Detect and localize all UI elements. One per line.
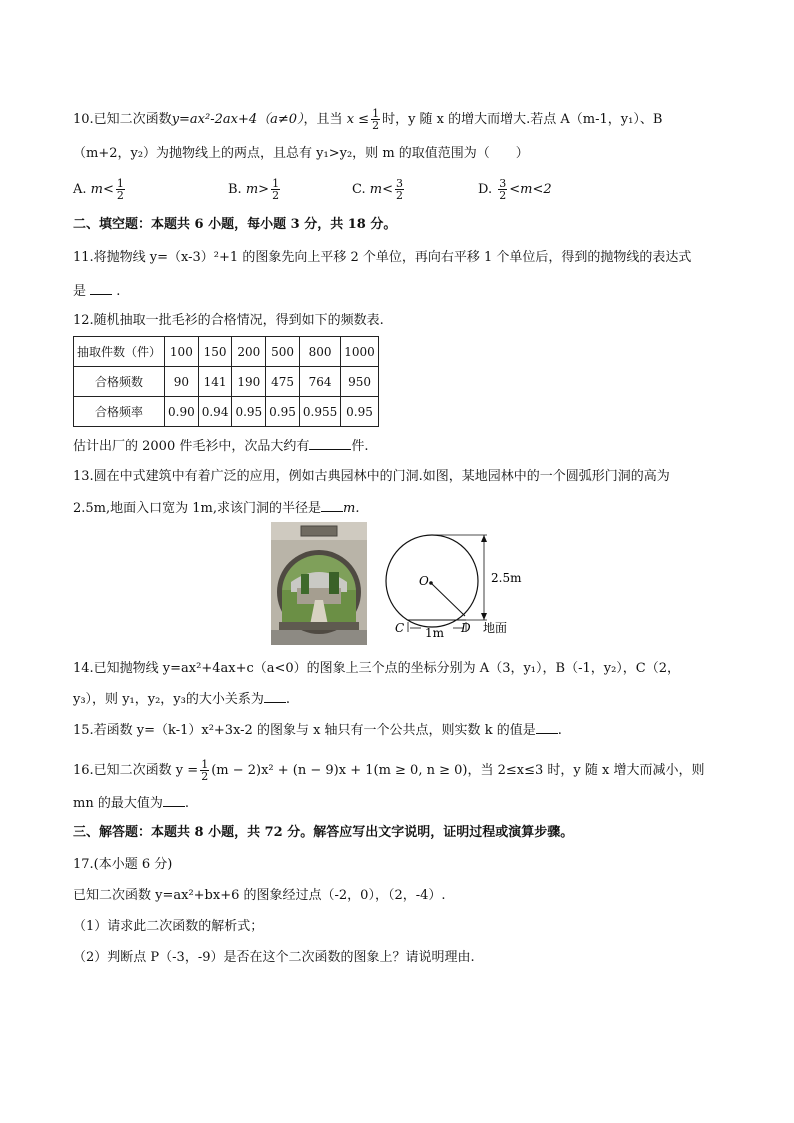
option-post: <m<2 [509,182,552,197]
q10-text-b: ，且当 [303,112,343,127]
q17-title: 17.(本小题 6 分) [73,857,173,872]
fraction-denominator: 2 [372,119,380,132]
table-cell: 950 [341,367,379,397]
table-cell: 200 [232,337,266,367]
table-row [74,367,379,397]
fraction-denominator: 2 [499,189,507,202]
q10-option-c[interactable] [352,178,406,201]
q12-answer-blank[interactable] [309,437,351,450]
q10-option-d[interactable] [478,178,552,201]
q17-part2: （2）判断点 P（-3，-9）是否在这个二次函数的图象上？请说明理由. [73,950,475,965]
q14-line1: 14.已知抛物线 y=ax²+4ax+c（a<0）的图象上三个点的坐标分别为 A（3，y₁），B（-1，y₂），C（2， [73,661,681,676]
q10-option-b[interactable] [228,178,282,201]
q11-line1: 11.将抛物线 y=（x-3）²+1 的图象先向上平移 2 个单位，再向右平移 1 个单位后，得到的抛物线的表达式 [73,250,692,265]
fraction-numerator: 3 [499,177,507,190]
table-row [74,397,379,427]
fraction-denominator: 2 [201,770,209,783]
q14-answer-blank[interactable] [264,690,286,703]
section-2-heading: 二、填空题：本题共 6 小题，每小题 3 分，共 18 分。 [73,217,397,232]
label-o: O [419,574,429,588]
option-pre: m> [245,182,270,197]
table-cell: 0.90 [165,397,199,427]
fraction-numerator: 3 [396,177,403,190]
q10-expression: y=ax²-2ax+4（a≠0） [171,112,304,127]
option-fraction [395,178,404,201]
q15-text-a: 15.若函数 y=（k-1）x²+3x-2 的图象与 x 轴只有一个公共点，则实数 k 的值是 [73,723,536,738]
q10-text-a: 10.已知二次函数 [73,112,172,127]
q11-line2 [73,282,120,301]
fraction-denominator: 2 [116,189,124,202]
table-cell: 0.955 [299,397,340,427]
moon-gate-photo [271,522,367,645]
label-d: D [461,621,471,635]
table-cell: 190 [232,367,266,397]
q14-text-b: . [285,692,290,707]
option-pre: m< [369,182,393,197]
q14-text-a: y₃），则 y₁，y₂，y₃的大小关系为 [73,692,264,707]
table-cell: 0.94 [198,397,232,427]
option-label: C. [352,182,366,197]
q13-text-b: m. [343,501,360,516]
option-fraction [498,178,507,201]
table-cell: 500 [266,337,300,367]
label-c: C [395,621,405,635]
q12-line1: 12.随机抽取一批毛衫的合格情况，得到如下的频数表. [73,313,384,328]
table-cell: 475 [266,367,300,397]
q12-line2 [73,437,369,456]
option-fraction [271,178,280,201]
q10-condition: x ≤ [346,112,370,127]
q16-text-a: mn 的最大值为 [73,796,163,811]
fraction-denominator: 2 [396,189,403,202]
q15-answer-blank[interactable] [536,721,558,734]
q14-line2 [73,690,290,709]
table-cell: 100 [165,337,199,367]
gate-circle [386,535,478,627]
center-point [429,581,433,585]
q15-text-b: . [557,723,562,738]
table-cell: 0.95 [266,397,300,427]
q13-text-a: 2.5m,地面入口宽为 1m,求该门洞的半径是 [73,501,321,516]
q16-line1 [73,759,704,782]
fraction-numerator: 1 [372,107,380,120]
option-label: D. [478,182,493,197]
table-cell: 800 [299,337,340,367]
label-width: 1m [425,626,445,640]
section-3-heading: 三、解答题：本题共 8 小题，共 72 分。解答应写出文字说明，证明过程或演算步骤。 [73,825,574,840]
q10-condition-fraction [371,108,380,131]
radius-line [431,583,465,616]
q10-option-a[interactable] [73,178,127,201]
q16-line2 [73,794,189,813]
table-row-label: 合格频率 [74,397,165,427]
frequency-table [73,336,379,427]
table-header-label: 抽取件数（件） [74,337,165,367]
period: . [116,284,121,299]
q11-answer-blank[interactable] [90,282,112,295]
table-cell: 764 [299,367,340,397]
q10-line1 [73,108,662,131]
table-cell: 150 [198,337,232,367]
q12-text-a: 估计出厂的 2000 件毛衫中，次品大约有 [73,439,310,454]
q16-text-b: (m − 2)x² + (n − 9)x + 1(m ≥ 0, n ≥ 0)，当 2≤x≤3 时，y 随 x 增大而减小，则 [211,763,705,778]
q16-fraction [200,759,209,782]
label-ground: 地面 [483,621,508,635]
table-cell: 0.95 [232,397,266,427]
table-row-label: 合格频数 [74,367,165,397]
table-cell: 141 [198,367,232,397]
q10-text-c: 时，y 随 x 的增大而增大.若点 A（m-1，y₁）、B [382,112,663,127]
fraction-numerator: 1 [272,177,280,190]
table-cell: 0.95 [341,397,379,427]
label-height: 2.5m [491,571,522,585]
option-label: B. [228,182,242,197]
option-label: A. [73,182,87,197]
q13-line2 [73,499,359,518]
q13-line1: 13.圆在中式建筑中有着广泛的应用，例如古典园林中的门洞.如图，某地园林中的一个圆弧形门洞的高为 [73,469,670,484]
q12-text-b: 件. [351,439,369,454]
fraction-numerator: 1 [116,177,124,190]
q15-line [73,721,562,740]
q11-text: 是 [73,284,87,299]
q16-answer-blank[interactable] [163,794,185,807]
q10-line2: （m+2，y₂）为抛物线上的两点，且总有 y₁>y₂，则 m 的取值范围为（ ） [73,146,529,161]
q17-part1: （1）请求此二次函数的解析式； [73,919,264,934]
table-cell: 1000 [341,337,379,367]
q13-answer-blank[interactable] [321,499,343,512]
table-header-row [74,337,379,367]
option-pre: m< [90,182,114,197]
fraction-numerator: 1 [201,758,209,771]
option-fraction [116,178,125,201]
q16-text-a: 16.已知二次函数 y = [73,763,199,778]
table-cell: 90 [165,367,199,397]
fraction-denominator: 2 [272,189,280,202]
q16-text-b: . [184,796,189,811]
circle-gate-diagram [383,524,533,644]
q17-line1: 已知二次函数 y=ax²+bx+6 的图象经过点（-2，0），（2，-4）. [73,888,446,903]
